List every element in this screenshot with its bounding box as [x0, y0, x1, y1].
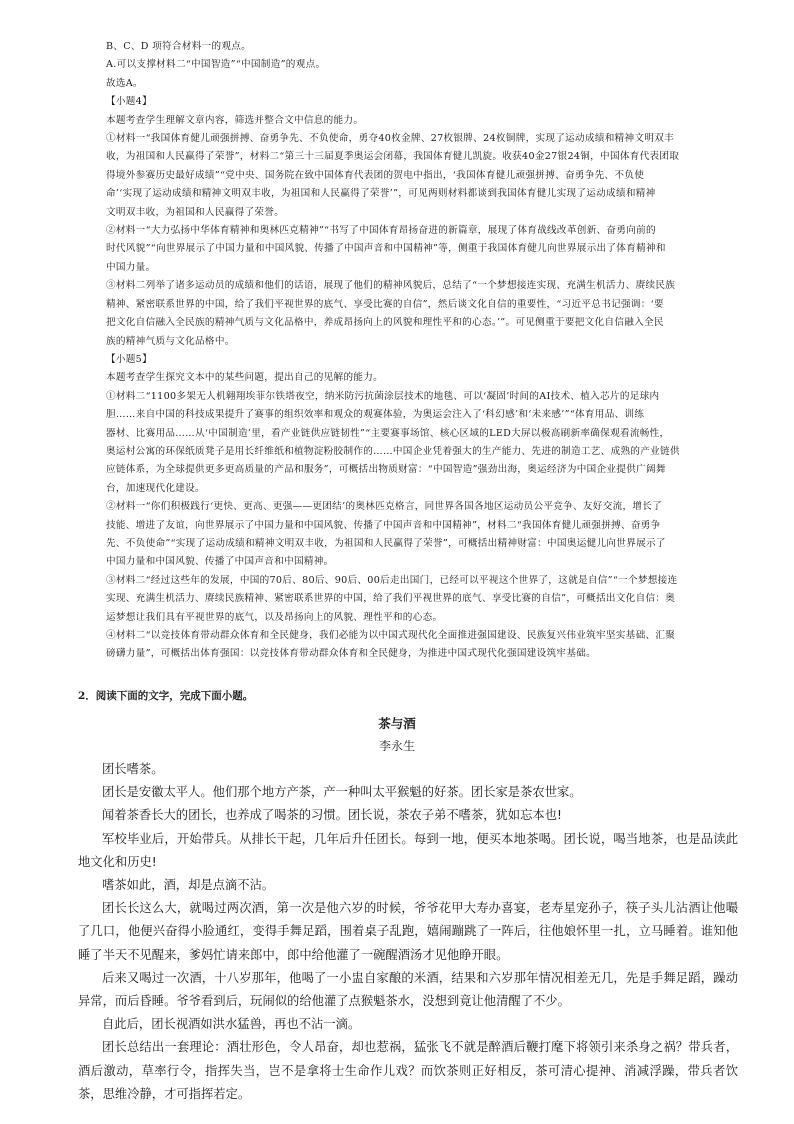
explanation-line: B、C、D 项符合材料一的观点。	[106, 41, 252, 52]
story-paragraph: 团长长这么大，就喝过两次酒，第一次是他六岁的时候，爷爷花甲大寿办喜宴，老寿星宠孙子，筷子头儿沾酒让他嘬了几口，他便兴奋得小脸通红，变得手舞足蹈，围着桌子乱跑，嬉闹蹦跳了一阵后，往他娘怀里一扎，立马睡着。谁知他睡了半天不见醒来，爹妈忙请来郎中，郎中给他灌了一碗醒酒汤才见他睁开眼。	[78, 901, 738, 962]
explanation-line: ②材料一“你们积极践行‘更快、更高、更强——更团结’的奥林匹克格言，同世界各国各地区运动员公平竞争、友好交流，增长了	[106, 501, 663, 513]
story-body	[78, 758, 738, 1106]
story-paragraph: 团长是安徽太平人。他们那个地方产茶，产一种叫太平猴魁的好茶。团长家是茶农世家。	[102, 785, 582, 800]
explanation-line: 得境外参赛历史最好成绩”“党中央、国务院在致中国体育代表团的贺电中指出，‘我国体育健儿顽强拼搏、奋勇争先、不负使	[106, 169, 645, 181]
explanation-line: 【小题4】	[106, 96, 152, 108]
story-paragraph: 团长嗜茶。	[102, 762, 164, 776]
explanation-line: ④材料二“以竞技体育带动群众体育和全民健身，我们必能为以中国式现代化全面推进强国建设、民族复兴伟业筑牢坚实基础、汇聚	[106, 630, 676, 641]
question-heading: 2．阅读下面的文字，完成下面小题。	[78, 690, 254, 702]
answer-explanation-section	[106, 38, 722, 664]
explanation-line: ①材料一“我国体育健儿顽强拼搏、奋勇争先、不负使命，勇夺40枚金牌、27枚银牌、24枚铜牌，实现了运动成绩和精神文明双丰	[106, 133, 674, 145]
story-paragraph: 自此后，团长视酒如洪水猛兽，再也不沾一滴。	[102, 1017, 361, 1032]
explanation-line: 把文化自信融入全民族的精神气质与文化品格中，养成昂扬向上的风貌和理性平和的心态。’”。可见侧重于要把文化自信融入全民	[106, 317, 664, 329]
explanation-line: 先、不负使命”“实现了运动成绩和精神文明双丰收，为祖国和人民赢得了荣誉”，可概括出精神财富：中国奥运健儿向世界展示了	[106, 537, 666, 549]
story-paragraph: 团长总结出一套理论：酒壮形色，令人昂奋，却也惹祸，猛张飞不就是醉酒后鞭打麾下将领引来杀身之祸？带兵者，酒后激动，草率行令，指挥失当，岂不是拿将士生命作儿戏？而饮茶则正好相反，茶可清心提神、消减浮躁，带兵者饮茶，思维冷静，才可指挥若定。	[78, 1040, 738, 1101]
explanation-line: 台，加速现代化建设。	[106, 482, 205, 494]
explanation-line: 实现、充满生机活力、赓续民族精神、紧密联系世界的中国，给了我们平视世界的底气、享受比赛的自信”，可概括出文化自信：奥	[106, 593, 676, 605]
explanation-line: 本题考查学生理解文章内容，筛选并整合文中信息的能力。	[106, 114, 364, 126]
story-title: 茶与酒	[378, 716, 416, 731]
explanation-line: 中国力量。	[106, 261, 156, 273]
explanation-line: ③材料二列举了诸多运动员的成绩和他们的话语，展现了他们的精神风貌后，总结了“一个梦想接连实现、充满生机活力、赓续民族	[106, 280, 676, 292]
explanation-line: 收，为祖国和人民赢得了荣誉”，材料二“第三十三届夏季奥运会闭幕，我国体育健儿凯旋。收获40金27银24铜，中国体育代表团取	[106, 151, 680, 163]
explanation-line: 磅礴力量”，可概括出体育强国：以竞技体育带动群众体育和全民健身，为推进中国式现代化强国建设筑牢基础。	[106, 648, 596, 660]
explanation-line: 时代风貌”“向世界展示了中国力量和中国风貌、传播了中国声音和中国精神”等，侧重于我国体育健儿向世界展示出了体育精神和	[106, 243, 666, 255]
story-paragraph: 军校毕业后，开始带兵。从排长干起，几年后升任团长。每到一地，便买本地茶喝。团长说，喝当地茶，也是品读此地文化和历史!	[78, 831, 738, 869]
explanation-line: 奥运村公寓的环保纸质凳子是用长纤维纸和植物淀粉胶制作的……中国企业凭着强大的生产能力、先进的制造工艺、成熟的产业链供	[106, 445, 680, 457]
explanation-line: 胆……来自中国的科技成果提升了赛事的组织效率和观众的观赛体验，为奥运会注入了‘科幻感’和‘未来感’”“体育用品、训练	[106, 409, 645, 421]
story-author: 李永生	[378, 739, 415, 753]
explanation-line: 技能、增进了友谊，向世界展示了中国力量和中国风貌、传播了中国声音和中国精神”，材料二“我国体育健儿顽强拼搏、奋勇争	[106, 519, 661, 531]
explanation-line: 中国力量和中国风貌、传播了中国声音和中国精神。	[106, 556, 334, 568]
explanation-line: 【小题5】	[106, 353, 152, 365]
explanation-line: 运梦想让我们具有平视世界的底气，以及昂扬向上的风貌、理性平和的心态。	[106, 611, 443, 623]
explanation-line: 文明双丰收，为祖国和人民赢得了荣誉。	[106, 206, 285, 218]
explanation-line: 本题考查学生探究文本中的某些问题，提出自己的见解的能力。	[106, 372, 384, 384]
explanation-line: 精神、紧密联系世界的中国，给了我们平视世界的底气、享受比赛的自信”，然后谈文化自信的重要性，“习近平总书记强调：‘要	[106, 298, 664, 310]
explanation-line: ③材料二“经过这些年的发展，中国的70后、80后、90后、00后走出国门，已经可以平视这个世界了，这就是自信”“一个梦想接连	[106, 574, 678, 586]
explanation-line: ②材料一“大力弘扬中华体育精神和奥林匹克精神”“书写了中国体育昂扬奋进的新篇章，展现了体育战线改革创新、奋勇向前的	[106, 225, 656, 237]
explanation-line: A.可以支撑材料二“中国智造”“中国制造”的观点。	[106, 59, 326, 71]
explanation-line: 器材、比赛用品……从‘中国制造’里，看产业链供应链韧性”“主要赛事场馆、核心区域的LED大屏以极高刷新率确保观看流畅性，	[106, 427, 670, 439]
story-paragraph: 嗜茶如此，酒，却是点滴不沾。	[102, 878, 275, 893]
explanation-line: ①材料二“1100多架无人机翱翔埃菲尔铁塔夜空，纳米防污抗菌涂层技术的地毯、可以‘凝固’时间的AI技术、植入芯片的足球内	[106, 390, 660, 402]
story-paragraph: 后来又喝过一次酒，十八岁那年，他喝了一小盅自家酿的米酒，结果和六岁那年情况相差无几，先是手舞足蹈，躁动异常，而后昏睡。爷爷看到后，玩闹似的给他灌了点猴魁茶水，没想到竟让他清醒了不少。	[78, 970, 738, 1009]
explanation-line: 应链体系，为全球提供更多更高质量的产品和服务”，可概括出物质财富：“中国智造”强劲出海，奥运经济为中国企业提供广阔舞	[106, 464, 666, 476]
explanation-line: 族的精神气质与文化品格中。	[106, 335, 235, 347]
explanation-line: 命’‘实现了运动成绩和精神文明双丰收，为祖国和人民赢得了荣誉’”，可见两则材料都谈到我国体育健儿实现了运动成绩和精神	[106, 188, 656, 200]
story-paragraph: 闻着茶香长大的团长，也养成了喝茶的习惯。团长说，茶农子弟不嗜茶，犹如忘本也!	[102, 808, 562, 823]
explanation-line: 故选A。	[106, 77, 143, 89]
